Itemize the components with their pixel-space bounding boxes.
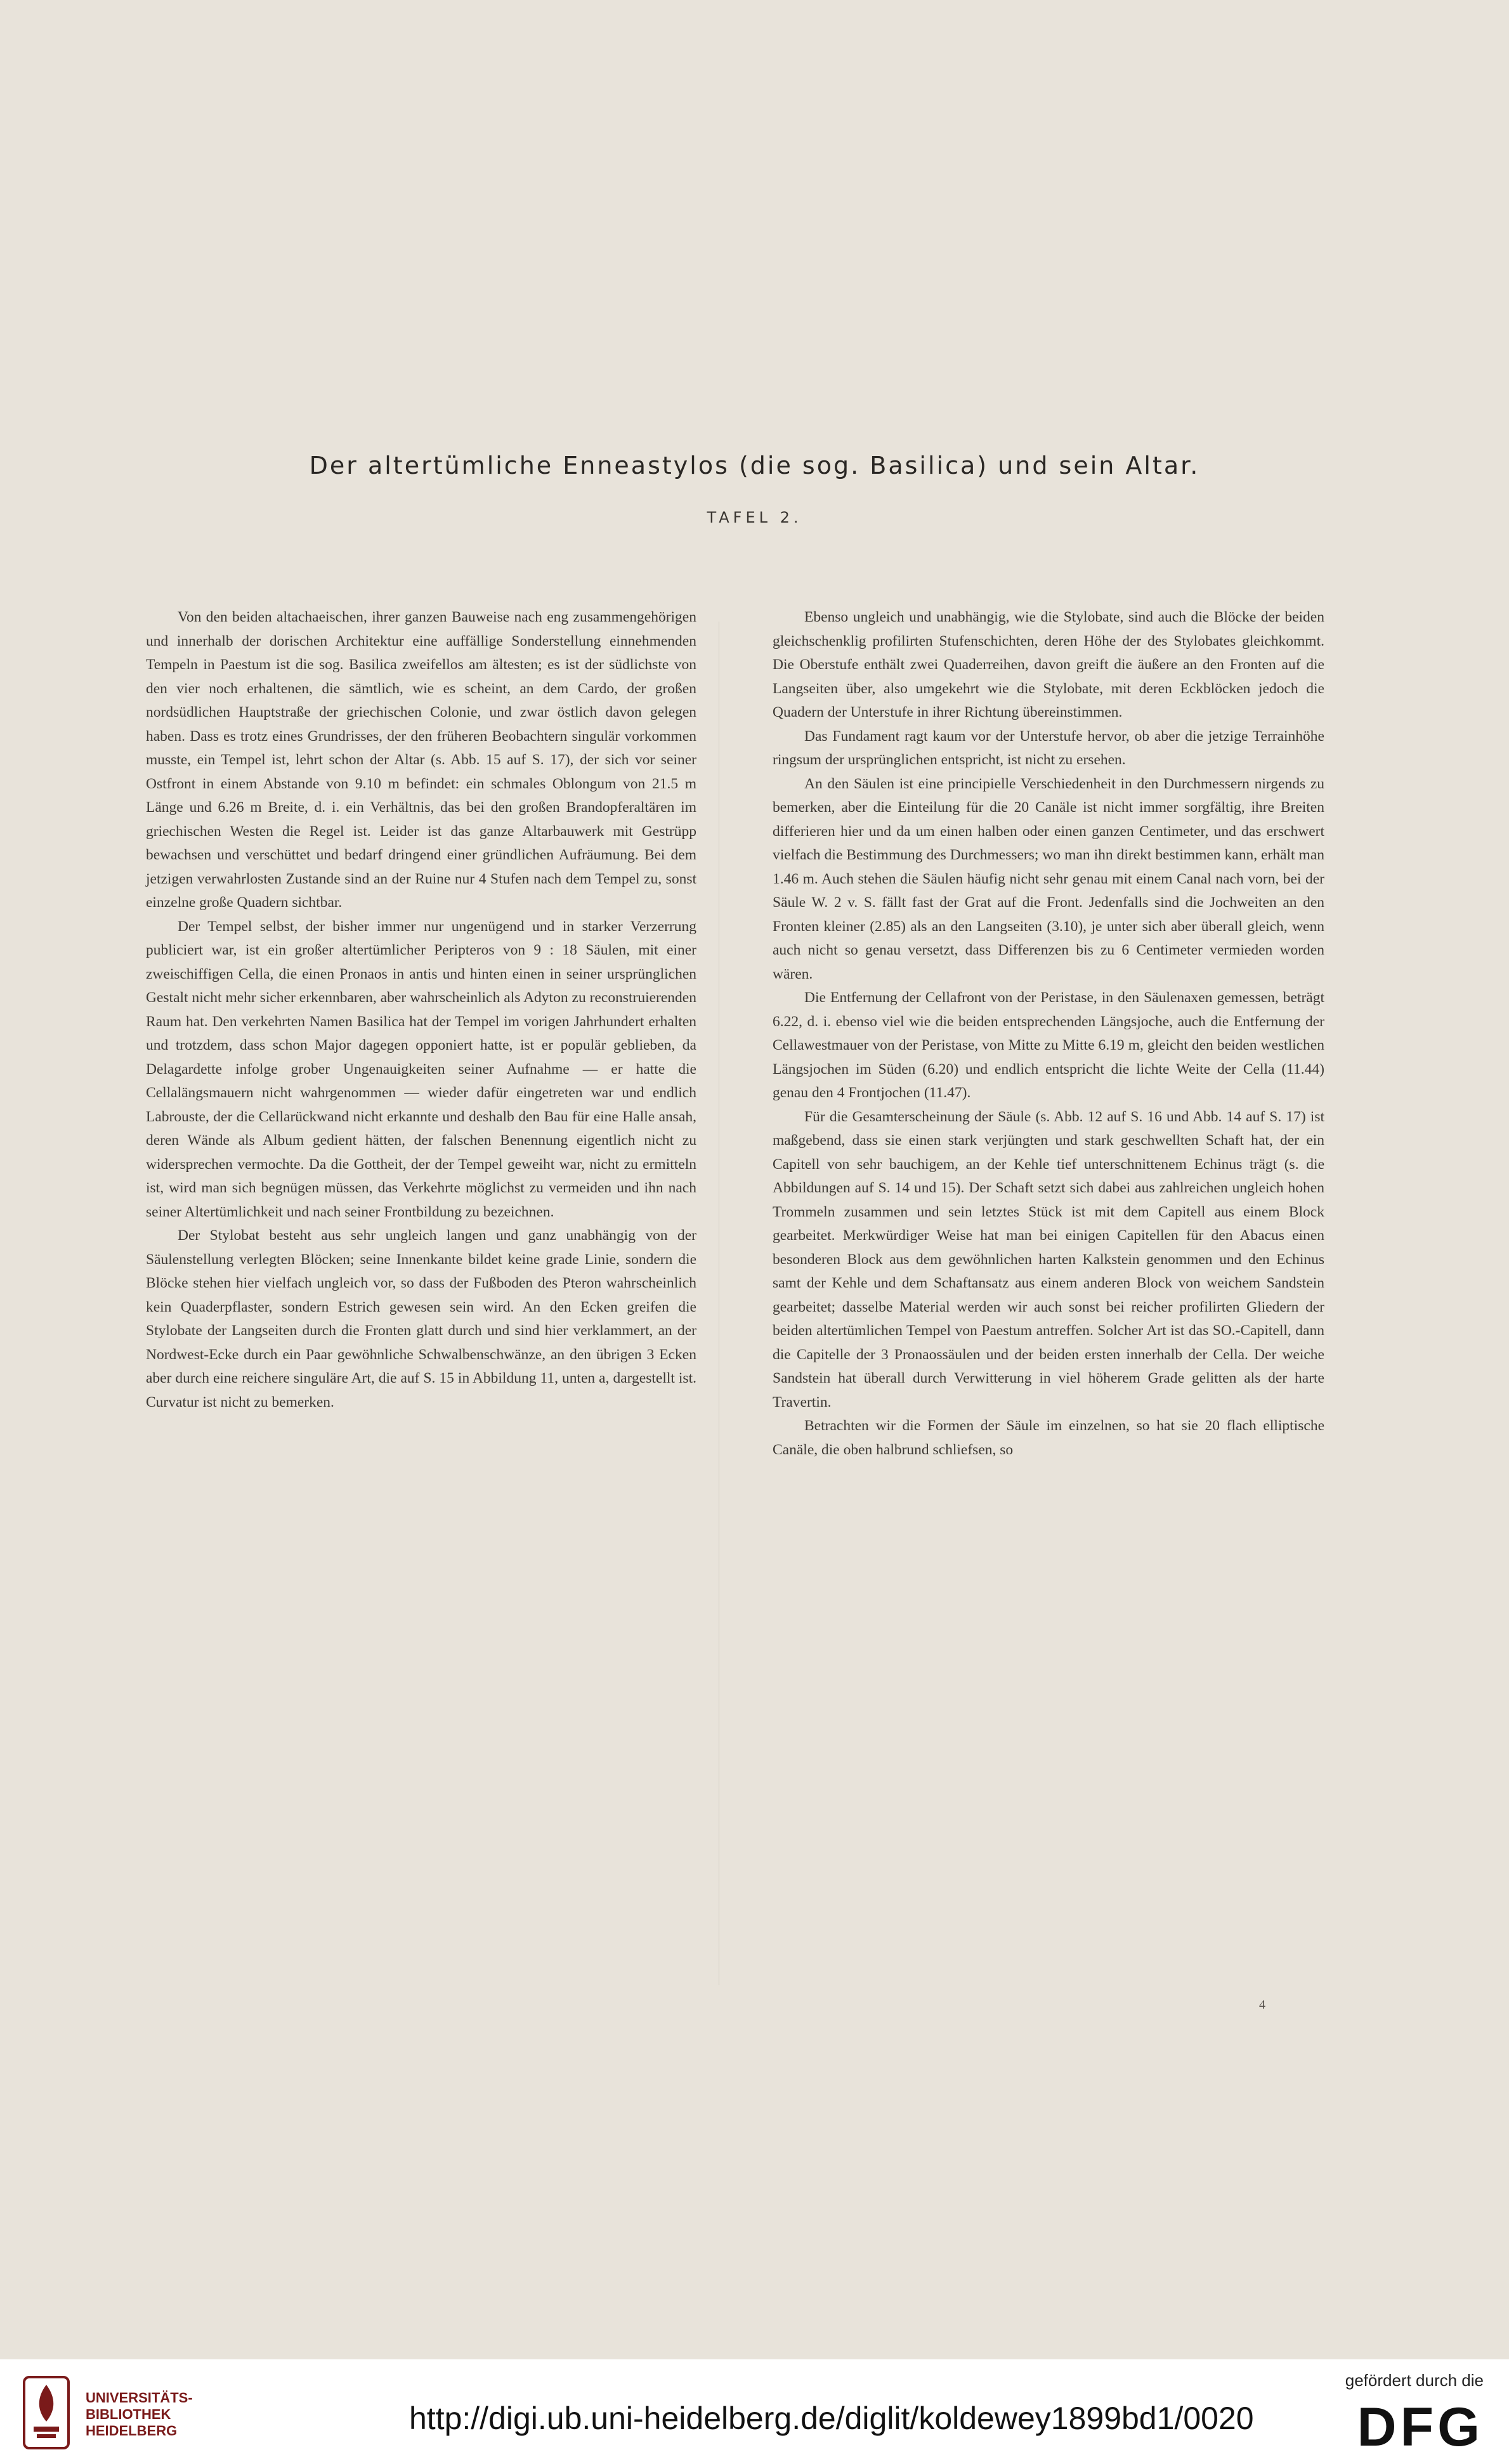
plate-label: TAFEL 2. [707,509,802,526]
footer-bar [0,2359,1509,2464]
dfg-logo: DFG [1357,2397,1484,2458]
paragraph: Der Stylobat besteht aus sehr ungleich langen und ganz unabhängig von der Säulenstellung verlegten Blöcken; seine Innenkante bildet keine grade Linie, sondern die Blöcke stehen hier vielfach ungleich vor, so dass der Fußboden des Pteron wahrscheinlich kein Quaderpflaster, sondern Estrich gewesen sein wird. An den Ecken greifen die Stylobate der Langseiten durch die Fronten glatt durch und sind hier verklammert, an der Nordwest-Ecke durch ein Paar gewöhnliche Schwalbenschwänze, an den übrigen 3 Ecken aber durch eine reichere singuläre Art, die auf S. 15 in Abbildung 11, unten a, dargestellt ist. Curvatur ist nicht zu bemerken. [146,1227,696,1411]
paragraph: Das Fundament ragt kaum vor der Unterstufe hervor, ob aber die jetzige Terrainhöhe ringsum der ursprünglichen entspricht, ist nicht zu ersehen. [773,727,1324,768]
paragraph: Ebenso ungleich und unabhängig, wie die Stylobate, sind auch die Blöcke der beiden gleichschenklig profilirten Stufenschichten, deren Höhe der des Stylobates gleichkommt. Die Oberstufe enthält zwei Quaderreihen, davon greift die äußere an den Fronten auf die Langseiten über, also umgekehrt wie die Stylobate, mit deren Eckblöcken jedoch die Quadern der Unterstufe in ihrer Richtung übereinstimmen. [773,609,1324,720]
right-column [773,606,1324,1462]
paragraph: Betrachten wir die Formen der Säule im einzelnen, so hat sie 20 flach elliptische Canäle, die oben halbrund schliefsen, so [773,1418,1324,1458]
page-number: 4 [1259,1998,1265,2012]
left-column [146,606,696,1414]
university-seal-icon [18,2372,75,2453]
page-title: Der altertümliche Enneastylos (die sog. Basilica) und sein Altar. [309,452,1200,479]
paragraph: An den Säulen ist eine principielle Verschiedenheit in den Durchmessern nirgends zu bemerken, aber die Einteilung für die 20 Canäle ist nicht immer sorgfältig, ihre Breiten differieren hier und da um einen halben oder einen ganzen Centimeter, und das erschwert vielfach die Bestimmung des Durchmessers; wo man ihn direkt bestimmen kann, erhält man 1.46 m. Auch stehen die Säulen häufig nicht sehr genau mit einem Canal nach vorn, bei der Säule W. 2 v. S. fällt fast der Grat auf die Front. Jedenfalls sind die Jochweiten an den Fronten kleiner (2.85) als an den Langseiten (3.10), je unter sich aber überall gleich, wenn auch nicht so genau versetzt, dass Differenzen bis zu 6 Centimeter vermieden worden wären. [773,775,1324,982]
paragraph: Die Entfernung der Cellafront von der Peristase, in den Säulenaxen gemessen, beträgt 6.22, d. i. ebenso viel wie die beiden entsprechenden Längsjoche, auch die Entfernung der Cellawestmauer von der Peristase, von Mitte zu Mitte 6.19 m, gleicht den beiden westlichen Längsjochen im Süden (6.20) und endlich entspricht die lichte Weite der Cella (11.44) genau den 4 Frontjochen (11.47). [773,989,1324,1101]
funding-label: gefördert durch die [1345,2371,1484,2390]
paragraph: Von den beiden altachaeischen, ihrer ganzen Bauweise nach eng zusammengehörigen und innerhalb der dorischen Architektur eine auffällige Sonderstellung einnehmenden Tempeln in Paestum ist die sog. Basilica zweifellos am ältesten; es ist der südlichste von den vier noch erhaltenen, die sämtlich, wie es scheint, an dem Cardo, der großen nordsüdlichen Hauptstraße der griechischen Colonie, und zwar östlich davon gelegen haben. Dass es trotz eines Grundrisses, der den früheren Beobachtern singulär vorkommen musste, ein Tempel ist, lehrt schon der Altar (s. Abb. 15 auf S. 17), der sich vor seiner Ostfront in einem Abstande von 9.10 m befindet: ein schmales Oblongum von 21.5 m Länge und 6.26 m Breite, d. i. ein Verhältnis, das bei den großen Brandopferaltären im griechischen Westen die Regel ist. Leider ist das ganze Altarbauwerk mit Gestrüpp bewachsen und verschüttet und bedarf dringend einer gründlichen Aufräumung. Bei dem jetzigen verwahrlosten Zustande sind an der Ruine nur 4 Stufen nach dem Tempel zu, sonst einzelne große Quadern sichtbar. [146,609,696,911]
library-name: UNIVERSITÄTS- BIBLIOTHEK HEIDELBERG [86,2390,193,2439]
paragraph: Für die Gesamterscheinung der Säule (s. Abb. 12 auf S. 16 und Abb. 14 auf S. 17) ist maßgebend, dass sie einen stark verjüngten und stark geschwellten Schaft hat, der ein Capitell von sehr bauchigem, an der Kehle tief unterschnittenem Echinus trägt (s. die Abbildungen auf S. 14 und 15). Der Schaft setzt sich dabei aus zahlreichen ungleich hohen Trommeln zusammen und sein letztes Stück ist mit dem Capitell aus einem Block gearbeitet. Merkwürdiger Weise hat man bei einigen Capitellen für den Abacus einen besonderen Block aus dem gewöhnlichen harten Kalkstein genommen und den Echinus samt der Kehle und dem Schaftansatz aus einem anderen Block von weichem Sandstein gearbeitet; dasselbe Material werden wir auch sonst bei reicher profilirten Gliedern der beiden altertümlichen Tempel von Paestum antreffen. Solcher Art ist das SO.-Capitell, dann die Capitelle der 3 Pronaossäulen und der beiden ersten innerhalb der Cella. Der weiche Sandstein hat überall durch Verwitterung in viel höherem Grade gelitten als der harte Travertin. [773,1108,1324,1411]
source-url-link[interactable]: http://digi.ub.uni-heidelberg.de/diglit/koldewey1899bd1/0020 [409,2401,1254,2436]
paragraph: Der Tempel selbst, der bisher immer nur ungenügend und in starker Verzerrung publiciert war, ist ein großer altertümlicher Peripteros von 9 : 18 Säulen, mit einer zweischiffigen Cella, die einen Pronaos in antis und hinten einen in seiner ursprünglichen Gestalt nicht mehr sicher erkennbaren, aber wahrscheinlich als Adyton zu reconstruierenden Raum hat. Den verkehrten Namen Basilica hat der Tempel im vorigen Jahrhundert erhalten und trotzdem, dass schon Major dagegen opponiert hatte, ist er populär geblieben, da Delagardette infolge grober Ungenauigkeiten seiner Aufnahme — er hatte die Cellalängsmauern nicht wahrgenommen — wieder dafür eingetreten war und endlich Labrouste, der die Cellarückwand nicht erkannte und deshalb den Bau für eine Halle ansah, deren Wände als Album gedient hätten, der falschen Benennung eigentlich nicht zu widersprechen vermochte. Da die Gottheit, der der Tempel geweiht war, nicht zu ermitteln ist, wird man sich begnügen müssen, das Verkehrte möglichst zu vermeiden und ihn nach seiner Altertümlichkeit und nach seiner Frontbildung zu bezeichnen. [146,918,696,1220]
